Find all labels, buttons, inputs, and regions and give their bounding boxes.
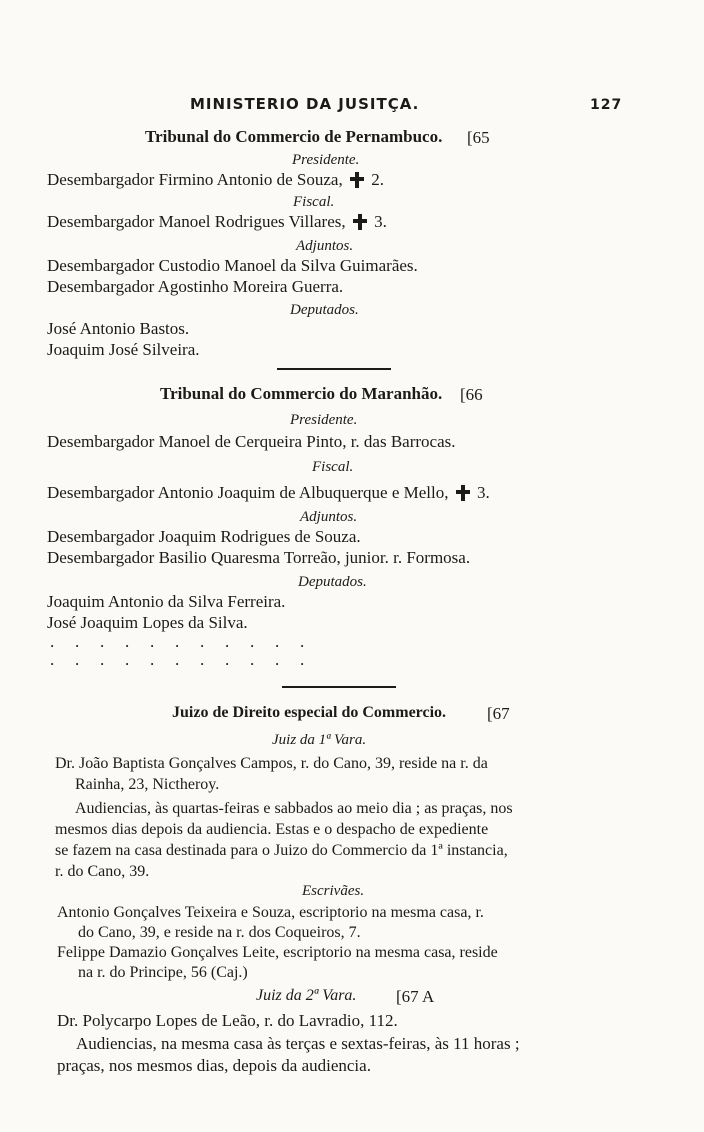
vara1-audiencias-cont: se fazem na casa destinada para o Juizo do Commercio da 1ª instancia, bbox=[55, 842, 508, 859]
vara2-audiencias-cont: praças, nos mesmos dias, depois da audiencia. bbox=[57, 1056, 371, 1075]
fiscal-suffix: 3. bbox=[374, 212, 387, 231]
section-ref-66: [66 bbox=[460, 385, 483, 404]
vara1-judge: Dr. João Baptista Gonçalves Campos, r. do Cano, 39, reside na r. da bbox=[55, 755, 488, 772]
order-cross-icon bbox=[353, 214, 367, 230]
escrivao-entry-cont: do Cano, 39, e reside na r. dos Coqueiros, 7. bbox=[78, 924, 361, 941]
escrivao-entry: Felippe Damazio Gonçalves Leite, escriptorio na mesma casa, reside bbox=[57, 944, 498, 961]
vara1-label: Juiz da 1ª Vara. bbox=[272, 732, 367, 748]
section-ref-67: [67 bbox=[487, 704, 510, 723]
adjunto-line: Desembargador Basilio Quaresma Torreão, junior. r. Formosa. bbox=[47, 548, 471, 567]
vara1-audiencias: Audiencias, às quartas-feiras e sabbados ao meio dia ; as praças, nos bbox=[75, 800, 513, 817]
adjuntos-label: Adjuntos. bbox=[296, 238, 354, 254]
deputado-line: Joaquim José Silveira. bbox=[47, 340, 200, 359]
section-divider bbox=[277, 368, 391, 370]
ellipsis-row: . . . . . . . . . . . bbox=[50, 650, 305, 669]
presidente-suffix: 2. bbox=[371, 170, 384, 189]
deputado-line: Joaquim Antonio da Silva Ferreira. bbox=[47, 592, 286, 611]
section-heading-maranhao: Tribunal do Commercio do Maranhão. bbox=[160, 384, 443, 403]
adjunto-line: Desembargador Custodio Manoel da Silva Guimarães. bbox=[47, 256, 418, 275]
presidente-line bbox=[47, 170, 384, 190]
fiscal-label: Fiscal. bbox=[293, 194, 335, 210]
vara1-audiencias-cont: r. do Cano, 39. bbox=[55, 863, 150, 880]
deputados-label: Deputados. bbox=[298, 574, 367, 590]
adjunto-line: Desembargador Joaquim Rodrigues de Souza. bbox=[47, 527, 361, 546]
adjuntos-label: Adjuntos. bbox=[300, 509, 358, 525]
page-number: 127 bbox=[590, 97, 623, 113]
deputados-label: Deputados. bbox=[290, 302, 359, 318]
presidente-label: Presidente. bbox=[292, 152, 360, 168]
section-heading-juizo: Juizo de Direito especial do Commercio. bbox=[172, 704, 447, 721]
fiscal-line bbox=[47, 212, 387, 232]
order-cross-icon bbox=[456, 485, 470, 501]
fiscal-suffix: 3. bbox=[476, 483, 490, 502]
presidente-name: Desembargador Firmino Antonio de Souza, bbox=[47, 170, 343, 189]
escrivao-entry-cont: na r. do Principe, 56 (Caj.) bbox=[78, 964, 248, 981]
section-divider bbox=[282, 686, 396, 688]
deputado-line: José Antonio Bastos. bbox=[47, 319, 190, 338]
vara1-audiencias-cont: mesmos dias depois da audiencia. Estas e o despacho de expediente bbox=[55, 821, 489, 838]
fiscal-name: Desembargador Manoel Rodrigues Villares, bbox=[47, 212, 346, 231]
vara2-audiencias: Audiencias, na mesma casa às terças e sextas-feiras, às 11 horas ; bbox=[76, 1034, 520, 1053]
fiscal-line bbox=[47, 483, 490, 503]
fiscal-label: Fiscal. bbox=[312, 459, 354, 475]
section-ref-67a: [67 A bbox=[396, 987, 435, 1006]
presidente-line: Desembargador Manoel de Cerqueira Pinto, r. das Barrocas. bbox=[47, 432, 456, 451]
ellipsis-row: . . . . . . . . . . . bbox=[50, 632, 305, 651]
vara1-judge-cont: Rainha, 23, Nictheroy. bbox=[75, 776, 220, 793]
section-ref-65: [65 bbox=[467, 128, 490, 147]
escrivao-entry: Antonio Gonçalves Teixeira e Souza, escriptorio na mesma casa, r. bbox=[57, 904, 484, 921]
vara2-label: Juiz da 2ª Vara. bbox=[256, 987, 357, 1004]
escrivaes-label: Escrivães. bbox=[302, 883, 365, 899]
deputado-line: José Joaquim Lopes da Silva. bbox=[47, 613, 248, 632]
presidente-label: Presidente. bbox=[290, 412, 358, 428]
vara2-judge: Dr. Polycarpo Lopes de Leão, r. do Lavradio, 112. bbox=[57, 1011, 398, 1030]
section-heading-pernambuco: Tribunal do Commercio de Pernambuco. bbox=[145, 127, 443, 146]
fiscal-name: Desembargador Antonio Joaquim de Albuquerque e Mello, bbox=[47, 483, 449, 502]
adjunto-line: Desembargador Agostinho Moreira Guerra. bbox=[47, 277, 344, 296]
order-cross-icon bbox=[350, 172, 364, 188]
page-header-title: MINISTERIO DA JUSITÇA. bbox=[190, 95, 420, 113]
